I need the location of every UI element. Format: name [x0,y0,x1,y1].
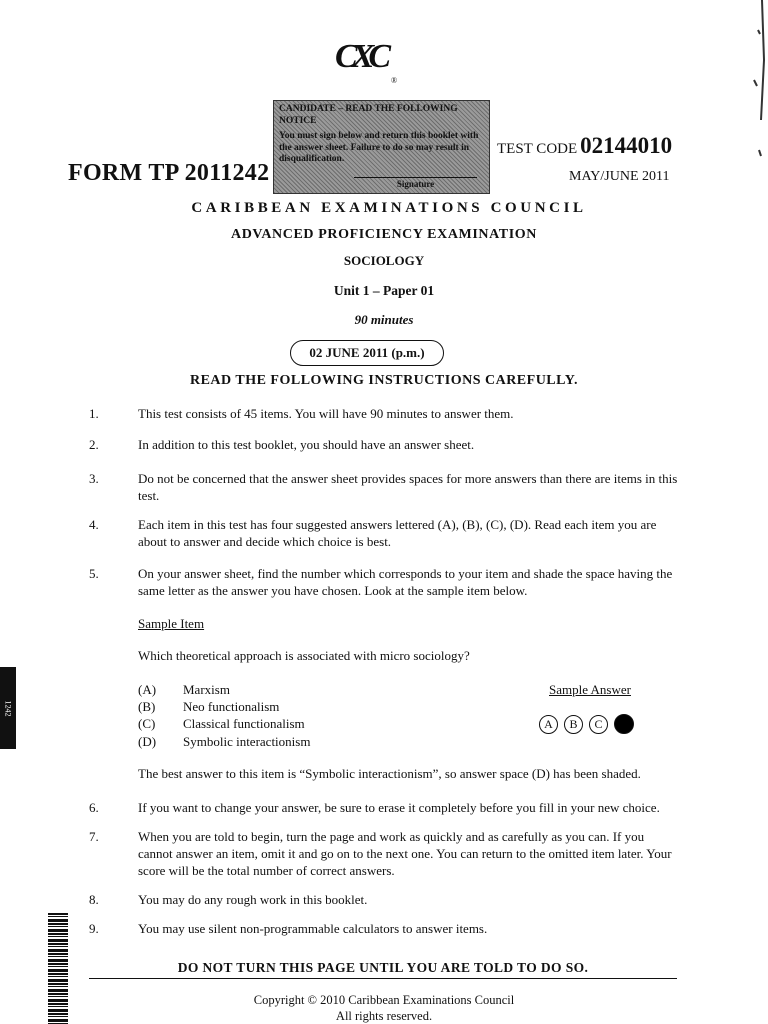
item-number: 1. [89,406,99,421]
item-text: On your answer sheet, find the number which corresponds to your item and shade the space having the same letter as the answer you have chosen. Look at the sample item below. [138,566,673,598]
instruction-item [89,405,679,422]
rights-reserved: All rights reserved. [335,1009,433,1023]
test-code-value: 02144010 [580,133,673,158]
option-text: Neo functionalism [183,699,280,714]
item-text: You may use silent non-programmable calculators to answer items. [138,921,488,936]
item-text: This test consists of 45 items. You will have 90 minutes to answer them. [138,406,514,421]
item-text: You may do any rough work in this booklet. [138,892,368,907]
item-text: Do not be concerned that the answer sheet provides spaces for more answers than there are items in this test. [138,471,678,503]
option-letter: (D) [138,734,157,749]
logo-text: CXC [335,38,386,75]
instructions-heading: READ THE FOLLOWING INSTRUCTIONS CAREFULLY. [189,373,579,388]
instruction-item [89,799,679,816]
item-text: If you want to change your answer, be sure to erase it completely before you fill in your new choice. [138,800,660,815]
copyright: Copyright © 2010 Caribbean Examinations Council [253,993,515,1007]
item-number: 3. [89,471,99,486]
item-number: 8. [89,892,99,907]
footer-divider [89,978,677,979]
exam-date: 02 JUNE 2011 (p.m.) [290,340,444,366]
side-tab [0,667,16,749]
option-text: Marxism [183,682,230,697]
subject-title: SOCIOLOGY [343,253,425,268]
duration: 90 minutes [354,312,414,327]
option-letter: (B) [138,699,156,714]
option-text: Classical functionalism [183,716,305,731]
instruction-item [89,891,679,908]
sample-option [138,734,310,750]
unit-paper: Unit 1 – Paper 01 [333,283,435,298]
instruction-item [89,920,679,937]
candidate-notice-box [273,100,490,194]
notice-body: You must sign below and return this booklet with the answer sheet. Failure to do so may result in disqualification. [279,131,479,164]
option-text: Symbolic interactionism [183,734,311,749]
item-number: 7. [89,829,99,844]
test-code [497,133,672,159]
sample-explanation: The best answer to this item is “Symbolic interactionism”, so answer space (D) has been shaded. [138,766,641,781]
side-tab-label: 1242 [3,700,13,716]
exam-title: ADVANCED PROFICIENCY EXAMINATION [231,227,537,242]
answer-bubble-b: B [564,715,583,734]
item-text: When you are told to begin, turn the page and work as quickly and as carefully as you can. If you cannot answer an item, omit it and go on to the next one. You can return to the omitted item later. Your score will be the total number of correct answers. [138,829,672,878]
item-number: 9. [89,921,99,936]
answer-bubble-d-shaded [614,714,634,734]
test-code-label: TEST CODE [497,141,578,157]
notice-title: CANDIDATE – READ THE FOLLOWING NOTICE [279,104,458,126]
option-letter: (C) [138,716,156,731]
signature-line: Signature [354,177,477,191]
sample-option [138,682,230,698]
item-text: In addition to this test booklet, you should have an answer sheet. [138,437,475,452]
answer-bubble-c: C [589,715,608,734]
instruction-item [89,828,679,879]
item-number: 5. [89,566,99,581]
sample-answer-label: Sample Answer [549,682,631,697]
barcode [48,913,68,1024]
cxc-logo [335,38,405,88]
item-number: 6. [89,800,99,815]
form-number: FORM TP 2011242 [68,160,270,186]
item-text: Each item in this test has four suggested answers lettered (A), (B), (C), (D). Read each item you are about to answer and decide which choice is best. [138,517,657,549]
council-name: CARIBBEAN EXAMINATIONS COUNCIL [191,200,587,216]
item-number: 2. [89,437,99,452]
sample-option [138,699,279,715]
registered-mark: ® [391,76,398,85]
item-number: 4. [89,517,99,532]
instruction-item [89,565,679,599]
do-not-turn-warning: DO NOT TURN THIS PAGE UNTIL YOU ARE TOLD TO DO SO. [177,960,589,975]
instruction-item [89,470,679,504]
sample-answer-bubbles [539,712,634,736]
answer-bubble-a: A [539,715,558,734]
option-letter: (A) [138,682,157,697]
instruction-item [89,516,679,550]
sample-item-title: Sample Item [138,616,205,631]
sample-question: Which theoretical approach is associated with micro sociology? [138,648,470,663]
sample-option [138,716,305,732]
scan-edge-marks [744,0,768,200]
exam-session: MAY/JUNE 2011 [569,169,670,184]
instruction-item [89,436,679,453]
